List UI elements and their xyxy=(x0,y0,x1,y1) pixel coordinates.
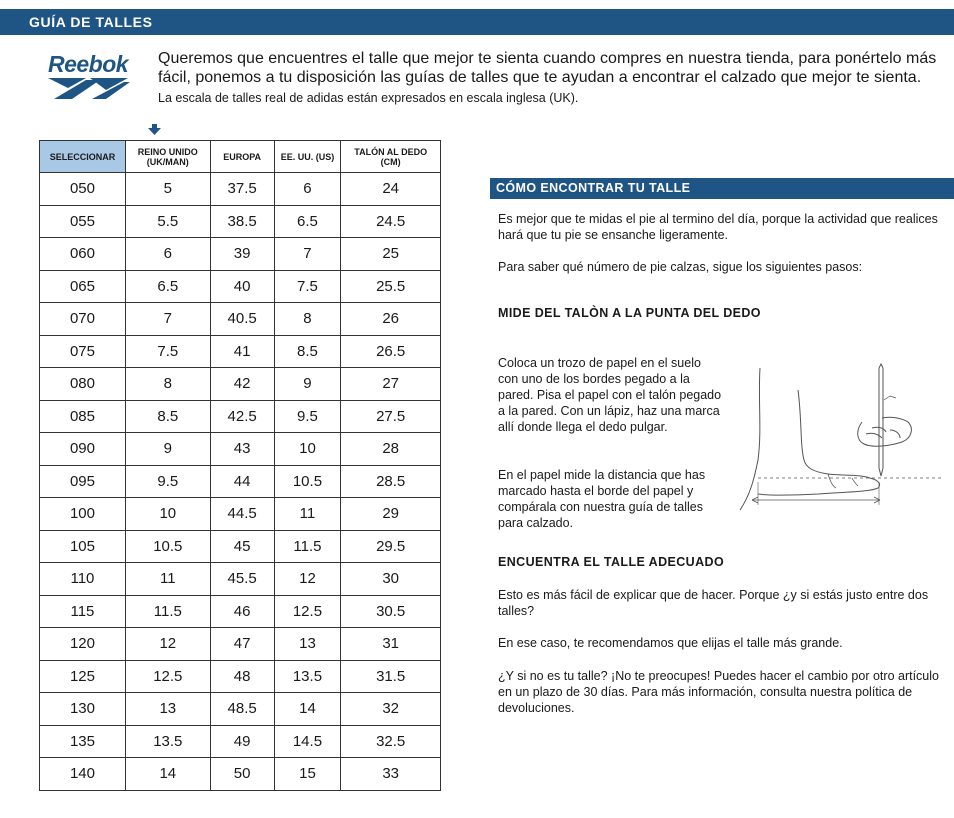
uk-size-cell: 9.5 xyxy=(125,465,210,498)
uk-size-cell: 9 xyxy=(125,433,210,466)
uk-size-cell: 6.5 xyxy=(125,270,210,303)
eu-size-cell: 44.5 xyxy=(210,498,274,531)
us-size-cell: 8 xyxy=(274,303,341,336)
howto-paragraph-3: Coloca un trozo de papel en el suelo con uno de los bordes pegado a la pared. Pisa el papel con el talón pegado a la pared. Con un lápiz, haz una marca allí donde llega el dedo pulgar. xyxy=(498,356,722,434)
howto-heading-measure: MIDE DEL TALÒN A LA PUNTA DEL DEDO xyxy=(498,306,761,320)
us-size-cell: 8.5 xyxy=(274,335,341,368)
howto-title: CÓMO ENCONTRAR TU TALLE xyxy=(496,181,691,195)
select-code-cell[interactable]: 060 xyxy=(40,238,126,271)
uk-size-cell: 11.5 xyxy=(125,595,210,628)
table-row[interactable] xyxy=(40,205,441,238)
howto-paragraph-4: En el papel mide la distancia que has marcado hasta el borde del papel y compárala con nuestra guía de talles para calzado. xyxy=(498,468,706,530)
table-row[interactable] xyxy=(40,173,441,206)
uk-size-cell: 14 xyxy=(125,758,210,791)
us-size-cell: 10 xyxy=(274,433,341,466)
table-row[interactable] xyxy=(40,693,441,726)
select-code-cell[interactable]: 090 xyxy=(40,433,126,466)
us-size-cell: 11.5 xyxy=(274,530,341,563)
select-code-cell[interactable]: 100 xyxy=(40,498,126,531)
select-code-cell[interactable]: 115 xyxy=(40,595,126,628)
header-uk: REINO UNIDO (UK/MAN) xyxy=(125,141,210,173)
uk-size-cell: 5 xyxy=(125,173,210,206)
eu-size-cell: 41 xyxy=(210,335,274,368)
select-code-cell[interactable]: 055 xyxy=(40,205,126,238)
cm-length-cell: 31.5 xyxy=(341,660,441,693)
eu-size-cell: 42 xyxy=(210,368,274,401)
us-size-cell: 13 xyxy=(274,628,341,661)
header-cm: TALÓN AL DEDO (CM) xyxy=(341,141,441,173)
table-row[interactable] xyxy=(40,595,441,628)
eu-size-cell: 40.5 xyxy=(210,303,274,336)
eu-size-cell: 45.5 xyxy=(210,563,274,596)
brand-logo xyxy=(38,52,138,100)
select-code-cell[interactable]: 120 xyxy=(40,628,126,661)
uk-size-cell: 6 xyxy=(125,238,210,271)
select-code-cell[interactable]: 140 xyxy=(40,758,126,791)
cm-length-cell: 30 xyxy=(341,563,441,596)
us-size-cell: 12.5 xyxy=(274,595,341,628)
table-row[interactable] xyxy=(40,433,441,466)
select-code-cell[interactable]: 125 xyxy=(40,660,126,693)
uk-size-cell: 10.5 xyxy=(125,530,210,563)
size-table-body xyxy=(40,173,441,791)
cm-length-cell: 28 xyxy=(341,433,441,466)
cm-length-cell: 30.5 xyxy=(341,595,441,628)
select-code-cell[interactable]: 105 xyxy=(40,530,126,563)
eu-size-cell: 39 xyxy=(210,238,274,271)
select-code-cell[interactable]: 135 xyxy=(40,725,126,758)
select-code-cell[interactable]: 095 xyxy=(40,465,126,498)
header-europa: EUROPA xyxy=(210,141,274,173)
us-size-cell: 7.5 xyxy=(274,270,341,303)
us-size-cell: 9 xyxy=(274,368,341,401)
us-size-cell: 12 xyxy=(274,563,341,596)
uk-size-cell: 7 xyxy=(125,303,210,336)
table-row[interactable] xyxy=(40,530,441,563)
eu-size-cell: 44 xyxy=(210,465,274,498)
howto-paragraph-5: Esto es más fácil de explicar que de hacer. Porque ¿y si estás justo entre dos talles? xyxy=(498,588,929,618)
select-code-cell[interactable]: 085 xyxy=(40,400,126,433)
howto-heading-find: ENCUENTRA EL TALLE ADECUADO xyxy=(498,555,725,569)
table-row[interactable] xyxy=(40,758,441,791)
table-row[interactable] xyxy=(40,368,441,401)
select-code-cell[interactable]: 080 xyxy=(40,368,126,401)
table-row[interactable] xyxy=(40,400,441,433)
cm-length-cell: 25.5 xyxy=(341,270,441,303)
select-code-cell[interactable]: 070 xyxy=(40,303,126,336)
table-row[interactable] xyxy=(40,303,441,336)
cm-length-cell: 29 xyxy=(341,498,441,531)
intro-text xyxy=(158,49,948,106)
table-row[interactable] xyxy=(40,628,441,661)
us-size-cell: 11 xyxy=(274,498,341,531)
table-row[interactable] xyxy=(40,725,441,758)
howto-header-bar xyxy=(490,178,954,199)
table-row[interactable] xyxy=(40,238,441,271)
eu-size-cell: 37.5 xyxy=(210,173,274,206)
cm-length-cell: 33 xyxy=(341,758,441,791)
eu-size-cell: 48.5 xyxy=(210,693,274,726)
cm-length-cell: 26 xyxy=(341,303,441,336)
foot-measure-illustration xyxy=(732,360,944,518)
intro-paragraph: Queremos que encuentres el talle que mejor te sienta cuando compres en nuestra tienda, para ponértelo más fácil, ponemos a tu disposición las guías de talles que te ayudan a encontrar el calzado que mejor te sienta. xyxy=(158,50,937,86)
uk-size-cell: 7.5 xyxy=(125,335,210,368)
table-row[interactable] xyxy=(40,270,441,303)
us-size-cell: 13.5 xyxy=(274,660,341,693)
logo-text: Reebok xyxy=(47,51,129,77)
cm-length-cell: 24 xyxy=(341,173,441,206)
howto-paragraph-7: ¿Y si no es tu talle? ¡No te preocupes! Puedes hacer el cambio por otro artículo en un plazo de 30 días. Para más información, consulta nuestra política de devoluciones. xyxy=(498,669,939,715)
eu-size-cell: 50 xyxy=(210,758,274,791)
uk-size-cell: 12.5 xyxy=(125,660,210,693)
cm-length-cell: 24.5 xyxy=(341,205,441,238)
eu-size-cell: 42.5 xyxy=(210,400,274,433)
uk-size-cell: 8.5 xyxy=(125,400,210,433)
cm-length-cell: 32.5 xyxy=(341,725,441,758)
cm-length-cell: 32 xyxy=(341,693,441,726)
table-row[interactable] xyxy=(40,465,441,498)
us-size-cell: 10.5 xyxy=(274,465,341,498)
eu-size-cell: 47 xyxy=(210,628,274,661)
table-row[interactable] xyxy=(40,563,441,596)
cm-length-cell: 31 xyxy=(341,628,441,661)
us-size-cell: 9.5 xyxy=(274,400,341,433)
select-code-cell[interactable]: 050 xyxy=(40,173,126,206)
cm-length-cell: 25 xyxy=(341,238,441,271)
us-size-cell: 15 xyxy=(274,758,341,791)
cm-length-cell: 27.5 xyxy=(341,400,441,433)
table-row[interactable] xyxy=(40,660,441,693)
cm-length-cell: 27 xyxy=(341,368,441,401)
cm-length-cell: 26.5 xyxy=(341,335,441,368)
table-row[interactable] xyxy=(40,498,441,531)
logo-vector-icon xyxy=(46,74,130,100)
select-code-cell[interactable]: 075 xyxy=(40,335,126,368)
eu-size-cell: 38.5 xyxy=(210,205,274,238)
eu-size-cell: 43 xyxy=(210,433,274,466)
howto-paragraph-6: En ese caso, te recomendamos que elijas el talle más grande. xyxy=(498,636,843,650)
size-table xyxy=(39,140,441,791)
select-code-cell[interactable]: 065 xyxy=(40,270,126,303)
us-size-cell: 7 xyxy=(274,238,341,271)
uk-size-cell: 13.5 xyxy=(125,725,210,758)
uk-size-cell: 8 xyxy=(125,368,210,401)
eu-size-cell: 40 xyxy=(210,270,274,303)
us-size-cell: 14 xyxy=(274,693,341,726)
cm-length-cell: 29.5 xyxy=(341,530,441,563)
howto-paragraph-1: Es mejor que te midas el pie al termino del día, porque la actividad que realices hará que tu pie se ensanche ligeramente. xyxy=(498,212,938,242)
select-code-cell[interactable]: 110 xyxy=(40,563,126,596)
us-size-cell: 14.5 xyxy=(274,725,341,758)
uk-size-cell: 12 xyxy=(125,628,210,661)
page-title: GUÍA DE TALLES xyxy=(29,14,153,30)
eu-size-cell: 48 xyxy=(210,660,274,693)
eu-size-cell: 49 xyxy=(210,725,274,758)
intro-note: La escala de talles real de adidas están expresados en escala inglesa (UK). xyxy=(158,91,579,105)
header-bar xyxy=(0,9,954,35)
header-us: EE. UU. (US) xyxy=(274,141,341,173)
uk-size-cell: 13 xyxy=(125,693,210,726)
header-seleccionar[interactable]: SELECCIONAR xyxy=(40,141,126,173)
us-size-cell: 6 xyxy=(274,173,341,206)
eu-size-cell: 46 xyxy=(210,595,274,628)
select-code-cell[interactable]: 130 xyxy=(40,693,126,726)
howto-paragraph-2: Para saber qué número de pie calzas, sigue los siguientes pasos: xyxy=(498,260,863,274)
us-size-cell: 6.5 xyxy=(274,205,341,238)
table-row[interactable] xyxy=(40,335,441,368)
eu-size-cell: 45 xyxy=(210,530,274,563)
uk-size-cell: 10 xyxy=(125,498,210,531)
cm-length-cell: 28.5 xyxy=(341,465,441,498)
uk-size-cell: 5.5 xyxy=(125,205,210,238)
uk-size-cell: 11 xyxy=(125,563,210,596)
table-header-row xyxy=(40,141,441,173)
arrow-down-icon xyxy=(148,124,161,136)
